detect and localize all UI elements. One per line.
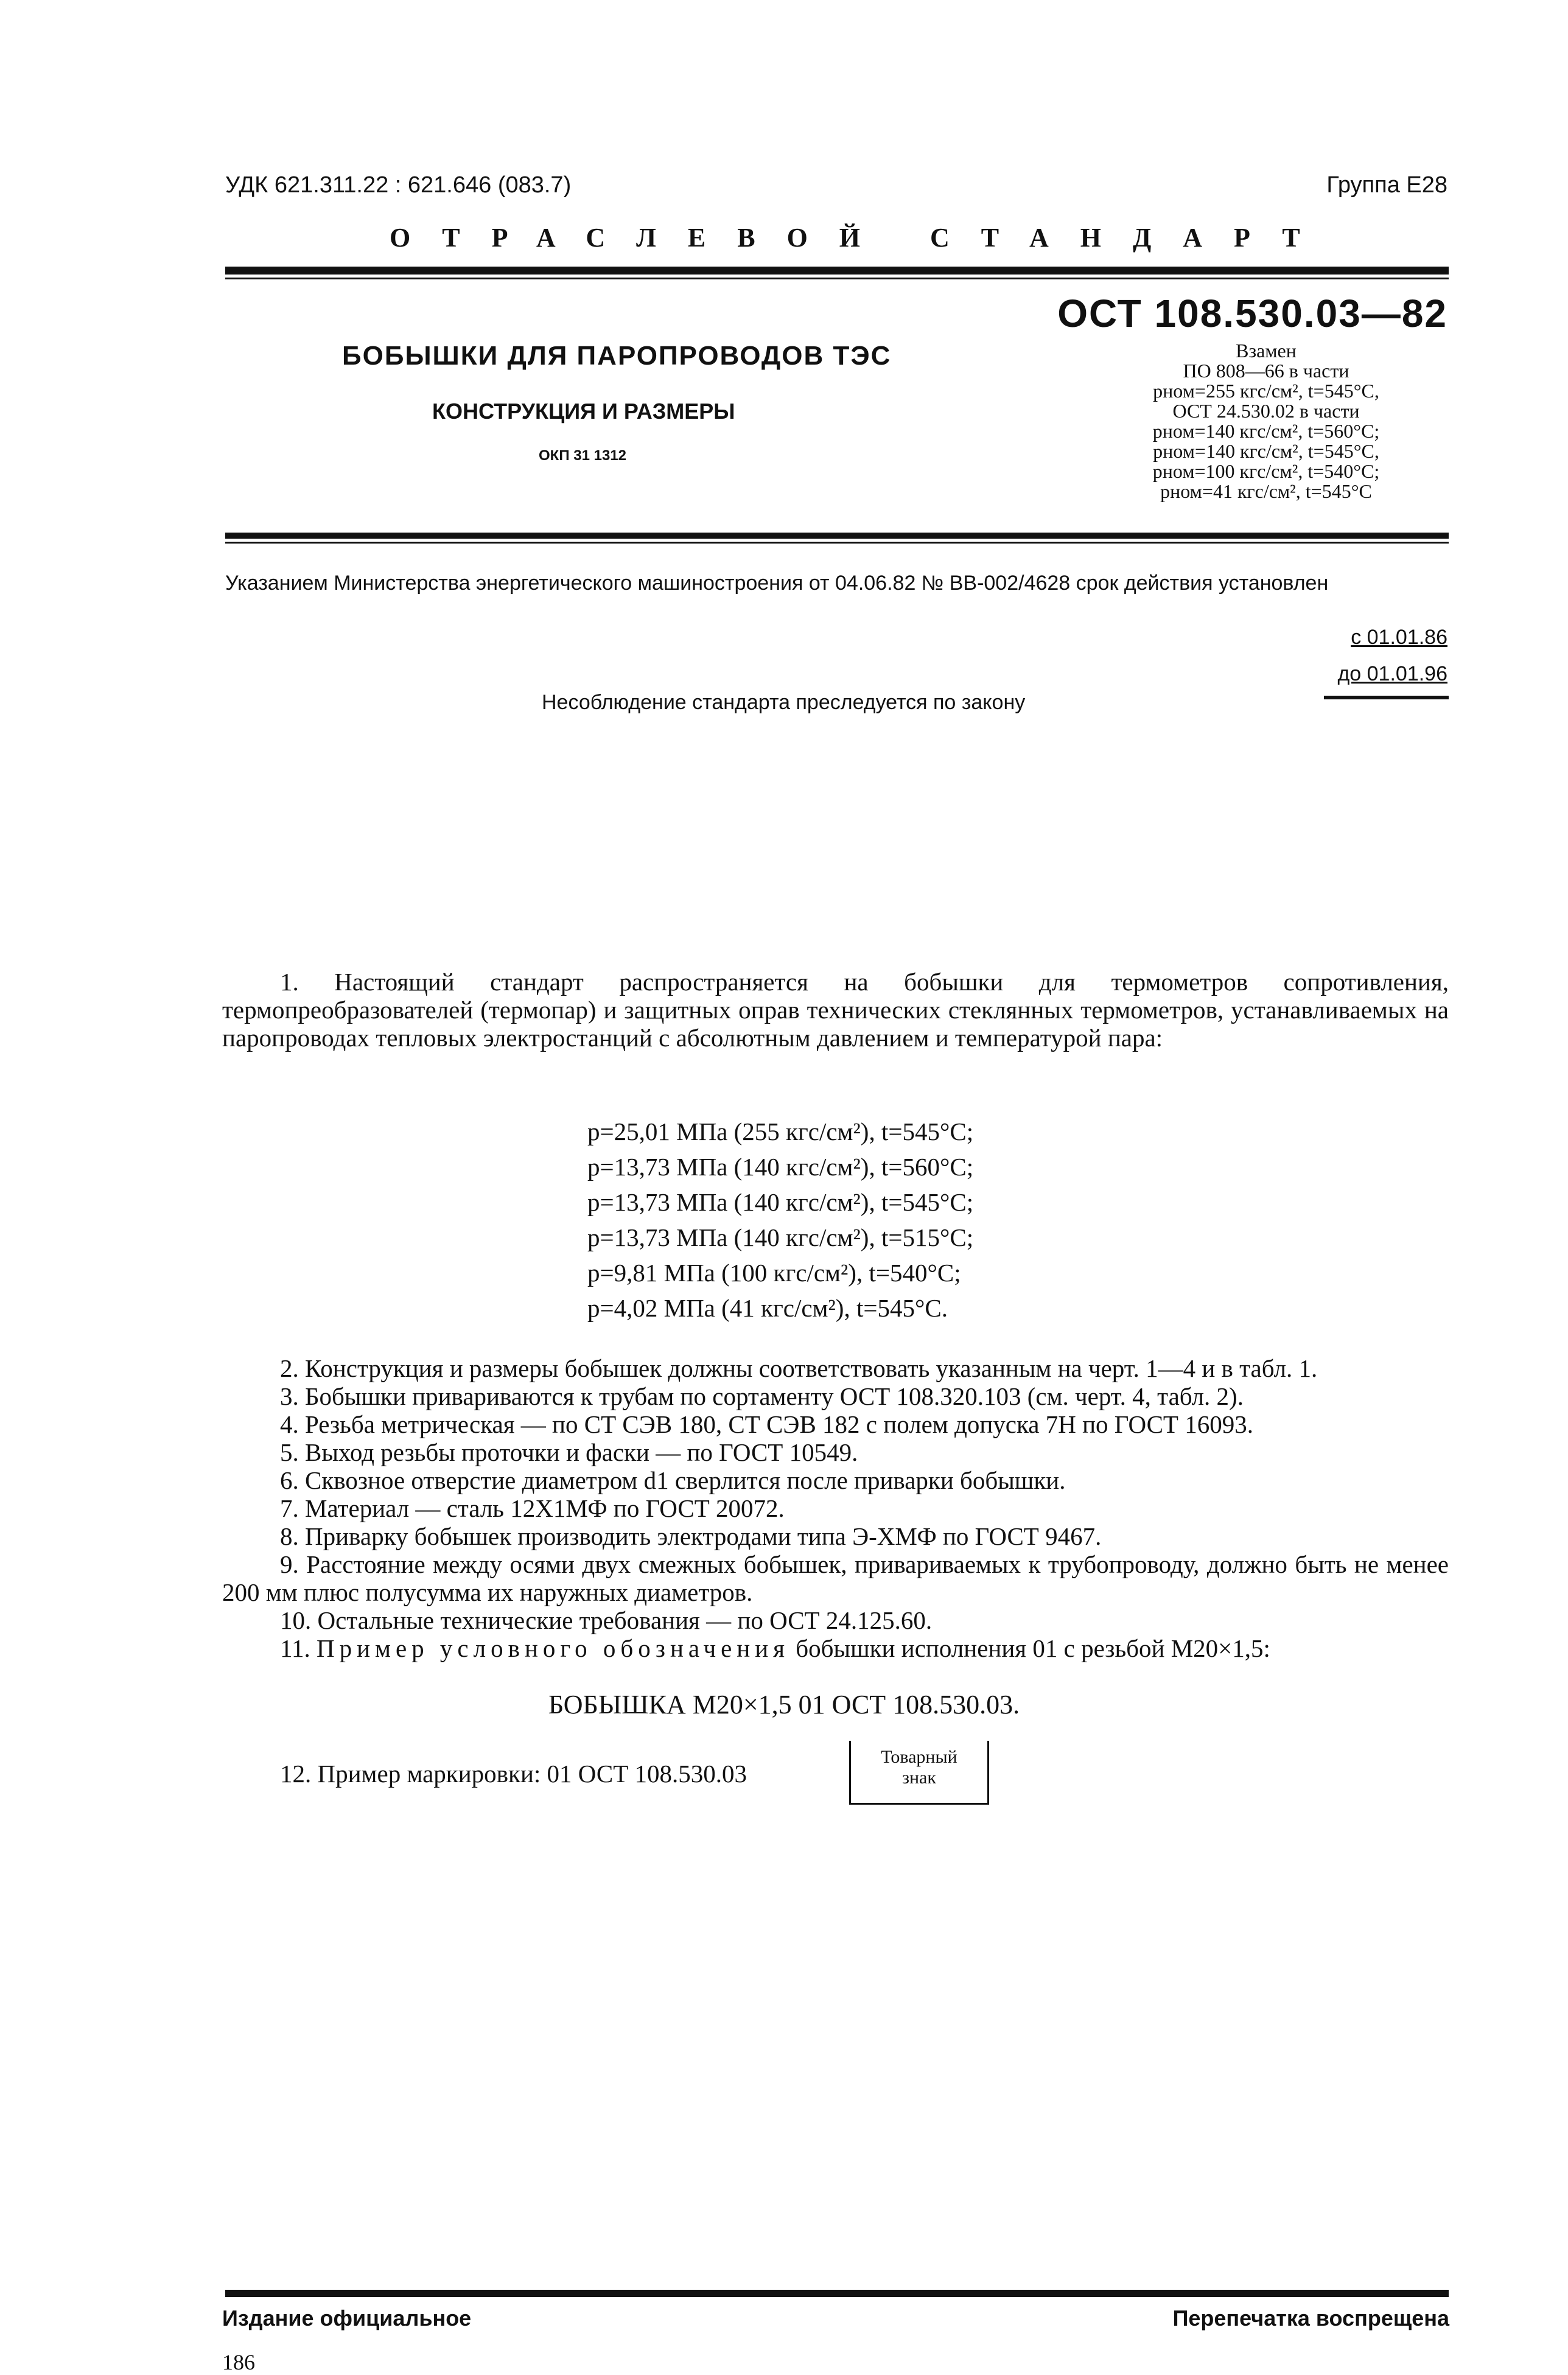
replaces-line: ПО 808—66 в части — [1183, 360, 1349, 382]
ministry-directive: Указанием Министерства энергетического машиностроения от 04.06.82 № ВВ-002/4628 срок действия установлен — [225, 572, 1329, 595]
header-thin-rule — [225, 278, 1449, 279]
official-edition-label: Издание официальное — [222, 2306, 472, 2331]
clause-1-text: 1. Настоящий стандарт распространяется на бобышки для термометров сопротивления, термопреобразователей (термопар) и защитных оправ технических стеклянных термометров, устанавливаемых на паропроводах тепловых электростанций с абсолютным давлением и температурой пара: — [222, 968, 1449, 1052]
formula-line: p=13,73 МПа (140 кгс/см²), t=560°C; — [587, 1153, 974, 1181]
standard-code: ОСТ 108.530.03—82 — [1057, 292, 1447, 335]
no-reprint-label: Перепечатка воспрещена — [1172, 2306, 1449, 2331]
clause-1 — [222, 968, 1449, 1052]
clause-item: 6. Сквозное отверстие диаметром d1 сверлится после приварки бобышки. — [280, 1466, 1066, 1494]
replaces-line: ОСТ 24.530.02 в части — [1172, 400, 1360, 422]
formula-line: p=4,02 МПа (41 кгс/см²), t=545°C. — [587, 1294, 948, 1322]
clause-11 — [222, 1634, 1449, 1662]
section-thin-rule — [225, 542, 1449, 544]
replaces-line: pном=140 кгс/см², t=545°C, — [1153, 440, 1379, 462]
header-thick-rule — [225, 267, 1449, 275]
formula-line: p=13,73 МПа (140 кгс/см²), t=545°C; — [587, 1188, 974, 1216]
validity-from: с 01.01.86 — [1351, 626, 1447, 649]
udk-code: УДК 621.311.22 : 621.646 (083.7) — [225, 172, 572, 198]
formula-line: p=25,01 МПа (255 кгс/см²), t=545°C; — [587, 1118, 974, 1146]
clause-11-rest: бобышки исполнения 01 с резьбой М20×1,5: — [796, 1634, 1270, 1662]
clause-item: 5. Выход резьбы проточки и фаски — по ГОСТ 10549. — [280, 1438, 858, 1466]
replaces-block — [1083, 341, 1449, 502]
page-number: 186 — [222, 2350, 255, 2374]
section-thick-rule — [225, 533, 1449, 539]
validity-to: до 01.01.96 — [1337, 662, 1447, 685]
replaces-line: pном=255 кгс/см², t=545°C, — [1153, 380, 1379, 402]
formula-line: p=13,73 МПа (140 кгс/см²), t=515°C; — [587, 1223, 974, 1251]
trademark-box — [849, 1741, 989, 1805]
branch-standard-title: ОТРАСЛЕВОЙ СТАНДАРТ — [390, 223, 1332, 253]
document-title: БОБЫШКИ ДЛЯ ПАРОПРОВОДОВ ТЭС — [342, 341, 892, 371]
clause-11-spaced-text: Пример условного обозначения — [316, 1634, 790, 1662]
clause-item: 8. Приварку бобышек производить электродами типа Э-ХМФ по ГОСТ 9467. — [280, 1522, 1102, 1550]
trademark-label-line1: Товарный — [881, 1747, 957, 1767]
clause-item: 3. Бобышки привариваются к трубам по сортаменту ОСТ 108.320.103 (см. черт. 4, табл. 2). — [280, 1382, 1244, 1410]
clause-item: 2. Конструкция и размеры бобышек должны соответствовать указанным на черт. 1—4 и в табл. 1. — [280, 1354, 1318, 1382]
clause-item: 10. Остальные технические требования — по ОСТ 24.125.60. — [280, 1606, 933, 1634]
violation-notice: Несоблюдение стандарта преследуется по закону — [542, 691, 1026, 714]
clauses-list — [222, 1354, 1449, 1662]
pressure-temperature-list — [587, 1114, 973, 1326]
designation-example: БОБЫШКА М20×1,5 01 ОСТ 108.530.03. — [548, 1690, 1020, 1719]
replaces-line: pном=140 кгс/см², t=560°C; — [1152, 420, 1380, 442]
trademark-label-line2: знак — [902, 1768, 936, 1788]
clause-item: 7. Материал — сталь 12Х1МФ по ГОСТ 20072. — [280, 1494, 785, 1522]
replaces-line: Взамен — [1236, 340, 1297, 362]
clause-11-number: 11. — [280, 1634, 310, 1662]
okp-code: ОКП 31 1312 — [539, 447, 626, 464]
clause-item: 4. Резьба метрическая — по СТ СЭВ 180, СТ СЭВ 182 с полем допуска 7H по ГОСТ 16093. — [280, 1410, 1253, 1438]
document-subtitle: КОНСТРУКЦИЯ И РАЗМЕРЫ — [432, 399, 735, 424]
footer-rule — [225, 2290, 1449, 2297]
formula-line: p=9,81 МПа (100 кгс/см²), t=540°C; — [587, 1259, 961, 1287]
validity-underline — [1324, 696, 1449, 699]
replaces-line: pном=41 кгс/см², t=545°C — [1160, 480, 1372, 502]
clause-item: 9. Расстояние между осями двух смежных бобышек, привариваемых к трубопроводу, должно быть не менее 200 мм плюс полусумма их наружных диаметров. — [222, 1550, 1449, 1606]
clause-12: 12. Пример маркировки: 01 ОСТ 108.530.03 — [280, 1760, 747, 1788]
group-code: Группа E28 — [1326, 172, 1447, 198]
replaces-line: pном=100 кгс/см², t=540°C; — [1152, 460, 1380, 482]
